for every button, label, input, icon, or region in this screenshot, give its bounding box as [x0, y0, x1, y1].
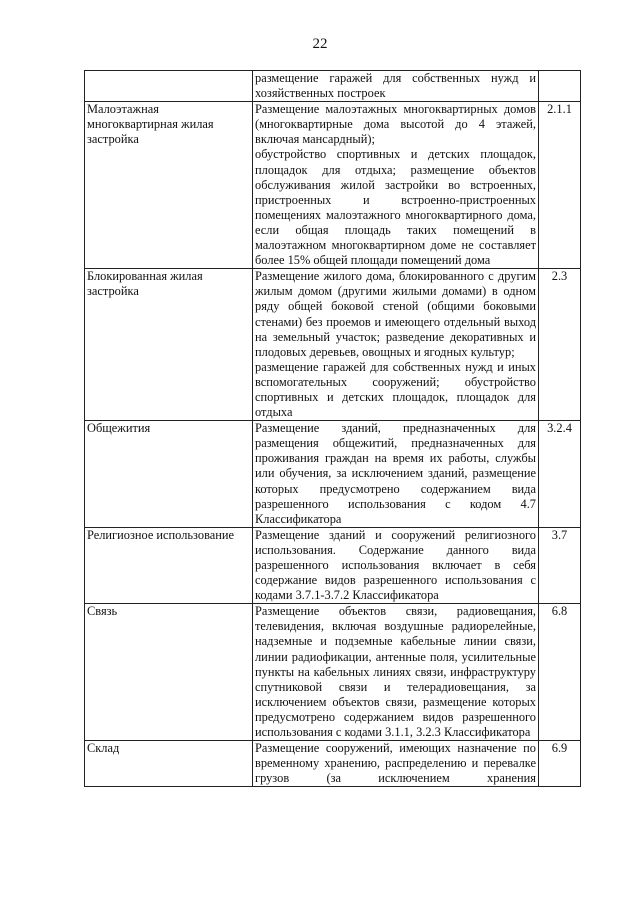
page-number: 22 [312, 36, 328, 52]
land-use-name [85, 71, 253, 102]
land-use-name: Склад [85, 741, 253, 787]
table-row [85, 71, 581, 102]
land-use-description [253, 527, 539, 603]
description-paragraph: Размещение жилого дома, блокированного с другим жилым домом (другими жилыми домами) в одном ряду общей боковой стеной (общими боковыми стенами) без проемов и имеющего отдельный выход на земельный участок; разведение декоративных и плодовых деревьев, овощных и ягодных культур; [255, 269, 536, 359]
land-use-code: 2.1.1 [539, 102, 581, 269]
land-use-description [253, 71, 539, 102]
description-paragraph: обустройство спортивных и детских площадок, площадок для отдыха; размещение объектов обслуживания жилой застройки во встроенных, пристроенных и встроенно-пристроенных помещениях малоэтажного многоквартирного дома, если общая площадь таких помещений в малоэтажном многоквартирном доме не составляет более 15% общей площади помещений дома [255, 147, 536, 268]
land-use-description [253, 604, 539, 741]
land-use-code: 6.8 [539, 604, 581, 741]
table-row [85, 102, 581, 269]
description-paragraph: Размещение малоэтажных многоквартирных домов (многоквартирные дома высотой до 4 этажей, включая мансардный); [255, 102, 536, 147]
description-paragraph: Размещение объектов связи, радиовещания, телевидения, включая воздушные радиорелейные, надземные и подземные кабельные линии связи, линии радиофикации, антенные поля, усилительные пункты на кабельных линиях связи, инфраструктуру спутниковой связи и телерадиовещания, за исключением объектов связи, размещение которых предусмотрено содержанием видов разрешенного использования с кодами 3.1.1, 3.2.3 Классификатора [255, 604, 536, 740]
description-paragraph: размещение гаражей для собственных нужд и иных вспомогательных сооружений; обустройство спортивных и детских площадок, площадок для отдыха [255, 359, 536, 420]
land-use-description [253, 102, 539, 269]
table-row [85, 269, 581, 421]
land-use-name: Малоэтажная многоквартирная жилая застройка [85, 102, 253, 269]
land-use-name: Религиозное использование [85, 527, 253, 603]
land-use-description [253, 741, 539, 787]
land-use-name: Связь [85, 604, 253, 741]
table-row [85, 604, 581, 741]
land-use-table [84, 70, 581, 787]
land-use-description [253, 269, 539, 421]
land-use-code: 6.9 [539, 741, 581, 787]
land-use-code: 3.7 [539, 527, 581, 603]
land-use-code [539, 71, 581, 102]
table-row [85, 421, 581, 528]
description-paragraph: Размещение зданий, предназначенных для размещения общежитий, предназначенных для проживания граждан на время их работы, службы или обучения, за исключением зданий, размещение которых предусмотрено содержанием вида разрешенного использования с кодом 4.7 Классификатора [255, 421, 536, 526]
land-use-name: Блокированная жилая застройка [85, 269, 253, 421]
land-use-code: 3.2.4 [539, 421, 581, 528]
land-use-name: Общежития [85, 421, 253, 528]
description-paragraph: Размещение зданий и сооружений религиозного использования. Содержание данного вида разрешенного использования включает в себя содержание видов разрешенного использования с кодами 3.7.1-3.7.2 Классификатора [255, 527, 536, 603]
table-row [85, 527, 581, 603]
description-paragraph: размещение гаражей для собственных нужд и хозяйственных построек [255, 71, 536, 101]
land-use-code: 2.3 [539, 269, 581, 421]
description-paragraph: Размещение сооружений, имеющих назначение по временному хранению, распределению и перевалке грузов (за исключением хранения [255, 741, 536, 786]
land-use-description [253, 421, 539, 528]
table-row [85, 741, 581, 787]
